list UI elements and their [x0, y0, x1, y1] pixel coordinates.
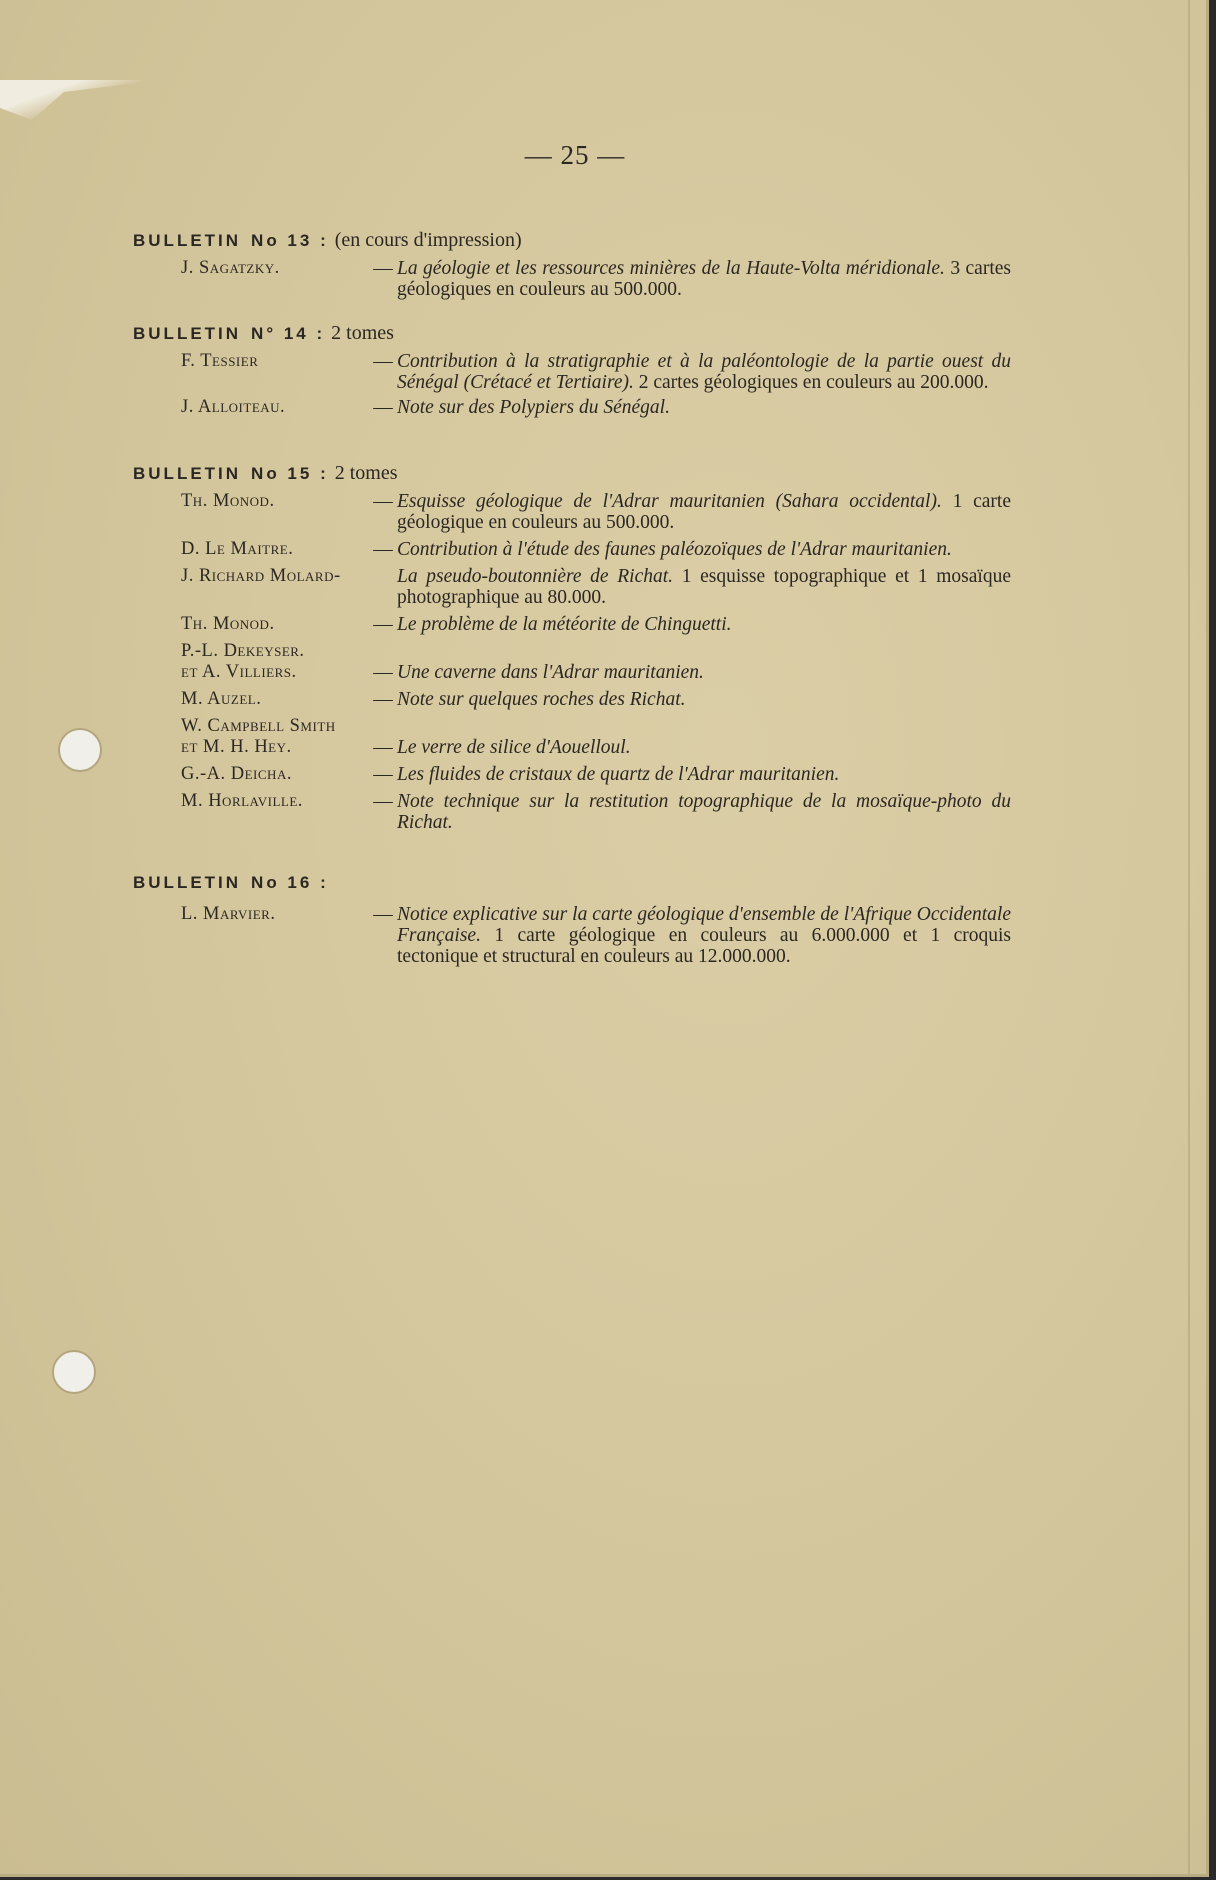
author: J. Alloiteau. — [181, 397, 286, 417]
work-title: La pseudo-boutonnière de Richat. — [397, 566, 674, 587]
dash-mark: — — [373, 662, 393, 683]
author: J. Richard Molard- — [181, 566, 341, 586]
work-description — [397, 904, 1011, 967]
work-details: 3 cartes géologiques en couleurs au 500.000. — [397, 258, 1011, 300]
bulletin-13 — [133, 227, 1023, 300]
work-title: Une caverne dans l'Adrar mauritanien. — [397, 662, 704, 683]
work-title: Note sur des Polypiers du Sénégal. — [397, 397, 670, 418]
dash: — — [373, 539, 393, 560]
work-title: Notice explicative sur la carte géologique d'ensemble de l'Afrique Occidentale Française. — [397, 904, 1011, 946]
author: L. Marvier. — [181, 904, 276, 924]
bulletin-header — [133, 460, 1023, 487]
list-item — [133, 764, 1023, 785]
author: Th. Monod. — [181, 614, 275, 634]
bulletin-number: N° 14 : — [251, 324, 326, 343]
dash: — — [373, 351, 393, 372]
dash: — — [373, 258, 393, 279]
bulletin-header — [133, 870, 1023, 896]
dash: — — [373, 689, 393, 710]
bulletin-title: BULLETIN — [133, 324, 242, 343]
bulletin-number: No 16 : — [251, 873, 329, 892]
torn-corner — [0, 80, 160, 120]
author: J. Sagatzky. — [181, 258, 280, 278]
work-description — [397, 539, 1011, 560]
work-title: La géologie et les ressources minières de la Haute-Volta méridionale. — [397, 258, 945, 279]
work-description — [397, 491, 1011, 533]
dash: — — [373, 764, 393, 785]
author: D. Le Maitre. — [181, 539, 294, 559]
punch-hole-top — [58, 728, 102, 772]
work-details: 2 cartes géologiques en couleurs au 200.000. — [638, 372, 989, 393]
work-description — [397, 764, 1011, 785]
work-description — [397, 397, 1011, 418]
work-description — [397, 351, 1011, 393]
work-title: Contribution à l'étude des faunes paléozoïques de l'Adrar mauritanien. — [397, 539, 952, 560]
work-details: 1 carte géologique en couleurs au 500.000. — [397, 491, 1011, 533]
list-item — [133, 491, 1023, 533]
work-title: Note technique sur la restitution topographique de la mosaïque-photo du Richat. — [397, 791, 1011, 833]
list-item — [133, 641, 1023, 683]
bulletin-number: No 15 : — [251, 464, 329, 483]
work-title: Le verre de silice d'Aouelloul. — [397, 737, 631, 758]
author-line-2: et A. Villiers. — [181, 662, 297, 682]
dash: — — [373, 791, 393, 812]
work-details: 1 carte géologique en couleurs au 6.000.000 et 1 croquis tectonique et structural en couleurs au 12.000.000. — [397, 925, 1012, 967]
author — [133, 641, 369, 683]
bulletin-14 — [133, 320, 1023, 418]
dash: — — [373, 614, 393, 635]
work-description — [397, 641, 1011, 683]
work-description — [397, 566, 1011, 608]
work-title: Contribution à la stratigraphie et à la paléontologie de la partie ouest du Sénégal (Crétacé et Tertiaire). — [397, 351, 1011, 393]
work-title: Note sur quelques roches des Richat. — [397, 689, 686, 710]
work-title: Les fluides de cristaux de quartz de l'Adrar mauritanien. — [397, 764, 840, 785]
page-number: — 25 — — [524, 140, 626, 170]
list-item — [133, 351, 1023, 393]
bulletin-note: 2 tomes — [331, 322, 394, 344]
dash — [369, 566, 397, 608]
author-line-1: W. Campbell Smith — [181, 716, 336, 736]
list-item — [133, 689, 1023, 710]
author-line-2: et M. H. Hey. — [181, 737, 292, 757]
fold-line — [1188, 0, 1190, 1874]
list-item — [133, 258, 1023, 300]
work-title: Le problème de la météorite de Chinguetti. — [397, 614, 732, 635]
author — [133, 716, 369, 758]
list-item — [133, 904, 1023, 967]
bulletin-header — [133, 227, 1023, 254]
dash: — — [373, 904, 393, 925]
author: M. Auzel. — [181, 689, 262, 709]
list-item — [133, 539, 1023, 560]
bulletin-number: No 13 : — [251, 231, 329, 250]
author: F. Tessier — [181, 351, 259, 371]
work-description — [397, 716, 1011, 758]
work-description — [397, 614, 1011, 635]
dash: — — [373, 491, 393, 512]
punch-hole-bottom — [52, 1350, 96, 1394]
author: M. Horlaville. — [181, 791, 303, 811]
bulletin-note: (en cours d'impression) — [334, 229, 522, 251]
dash: — — [373, 397, 393, 418]
work-description — [397, 791, 1011, 833]
work-description — [397, 258, 1011, 300]
bulletin-16 — [133, 870, 1023, 967]
bulletin-title: BULLETIN — [133, 231, 242, 250]
bulletin-title: BULLETIN — [133, 873, 242, 892]
author: G.-A. Deicha. — [181, 764, 292, 784]
author: Th. Monod. — [181, 491, 275, 511]
work-details: 1 esquisse topographique et 1 mosaïque photographique au 80.000. — [397, 566, 1011, 608]
list-item — [133, 716, 1023, 758]
list-item — [133, 566, 1023, 608]
work-title: Esquisse géologique de l'Adrar mauritanien (Sahara occidental). — [397, 491, 942, 512]
dash — [369, 716, 397, 758]
author-line-1: P.-L. Dekeyser. — [181, 641, 305, 661]
bulletin-title: BULLETIN — [133, 464, 242, 483]
bulletin-header — [133, 320, 1023, 347]
dash — [369, 641, 397, 683]
work-description — [397, 689, 1011, 710]
dash-mark: — — [373, 737, 393, 758]
list-item — [133, 397, 1023, 418]
bulletin-15 — [133, 460, 1023, 833]
bulletin-note: 2 tomes — [334, 462, 398, 484]
list-item — [133, 791, 1023, 833]
list-item — [133, 614, 1023, 635]
